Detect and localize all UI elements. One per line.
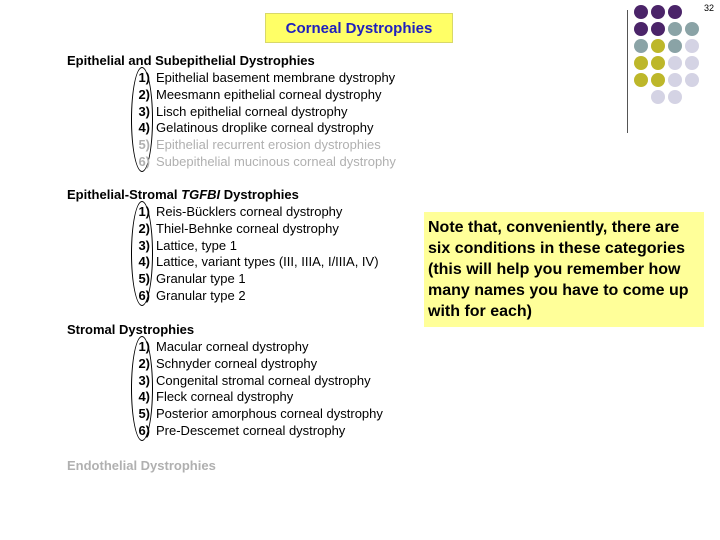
decorative-dot xyxy=(651,56,665,70)
list-item-label: Granular type 1 xyxy=(156,271,246,287)
list-item-label: Meesmann epithelial corneal dystrophy xyxy=(156,86,382,102)
list-item xyxy=(130,69,395,86)
decorative-dot xyxy=(668,39,682,53)
decorative-dot xyxy=(668,56,682,70)
list-item-number: 1) xyxy=(138,70,150,85)
section-title-pre: Epithelial-Stromal xyxy=(67,187,182,202)
list-item-number: 5) xyxy=(138,271,150,287)
list-item-label: Fleck corneal dystrophy xyxy=(156,389,294,405)
list-item xyxy=(130,136,381,153)
list-item xyxy=(130,270,246,287)
list-item-label: Reis-Bücklers corneal dystrophy xyxy=(156,204,343,219)
decorative-dot xyxy=(685,22,699,36)
decorative-dot xyxy=(668,5,682,19)
list-item-number: 3) xyxy=(138,372,150,388)
section-title-post: Dystrophies xyxy=(220,187,299,202)
list-item-number: 1) xyxy=(138,339,150,354)
list-item-label: Congenital stromal corneal dystrophy xyxy=(156,372,371,388)
section-title-stromal: Stromal Dystrophies xyxy=(67,322,195,337)
decorative-dot xyxy=(651,39,665,53)
list-item-number: 6) xyxy=(138,154,150,169)
list-item xyxy=(130,355,317,372)
list-item xyxy=(130,405,383,422)
list-item-number: 4) xyxy=(138,389,150,405)
list-item-number: 4) xyxy=(138,254,150,270)
list-item-label: Schnyder corneal dystrophy xyxy=(156,355,318,371)
list-item-number: 2) xyxy=(138,220,150,236)
divider-line xyxy=(627,10,628,133)
list-item-number: 2) xyxy=(138,86,150,102)
list-item xyxy=(130,220,339,237)
note-text: Note that, conveniently, there are six conditions in these categories (this will help you remember how many names you have to come up with for each) xyxy=(428,219,689,320)
decorative-dot xyxy=(685,39,699,53)
decorative-dot xyxy=(685,73,699,87)
decorative-dot xyxy=(668,22,682,36)
list-item xyxy=(130,422,345,439)
list-item xyxy=(130,253,379,270)
list-item-label: Lattice, variant types (III, IIIA, I/IIIA, IV) xyxy=(156,254,379,270)
list-item-label: Lisch epithelial corneal dystrophy xyxy=(156,103,348,119)
page-title-text: Corneal Dystrophies xyxy=(285,19,433,37)
page-title xyxy=(265,13,453,43)
list-item xyxy=(130,119,374,136)
section-title-epithelial: Epithelial and Subepithelial Dystrophies xyxy=(67,53,315,68)
list-item-number: 3) xyxy=(138,237,150,253)
decorative-dot xyxy=(634,22,648,36)
list-item-number: 5) xyxy=(138,137,150,153)
decorative-dot xyxy=(634,73,648,87)
decorative-dot xyxy=(651,90,665,104)
list-item xyxy=(130,287,246,304)
decorative-dot xyxy=(651,5,665,19)
list-item xyxy=(130,338,308,355)
list-item xyxy=(130,372,371,389)
list-item-label: Granular type 2 xyxy=(156,288,246,303)
decorative-dot xyxy=(634,5,648,19)
list-item-number: 2) xyxy=(138,355,150,371)
list-item xyxy=(130,153,396,170)
decorative-dot xyxy=(651,73,665,87)
list-item-label: Macular corneal dystrophy xyxy=(156,339,309,354)
list-item-label: Subepithelial mucinous corneal dystrophy xyxy=(156,154,396,169)
list-item-number: 3) xyxy=(138,103,150,119)
decorative-dot xyxy=(634,39,648,53)
list-item-label: Pre-Descemet corneal dystrophy xyxy=(156,423,346,438)
list-item xyxy=(130,388,293,405)
decorative-dot xyxy=(651,22,665,36)
note-box xyxy=(424,212,704,327)
list-item-label: Epithelial basement membrane dystrophy xyxy=(156,70,396,85)
list-item-number: 5) xyxy=(138,406,150,422)
list-item xyxy=(130,237,237,254)
list-item-number: 6) xyxy=(138,288,150,303)
section-title-endothelial: Endothelial Dystrophies xyxy=(67,458,216,473)
decorative-dot xyxy=(634,56,648,70)
slide-number: 32 xyxy=(703,3,714,13)
decorative-dot xyxy=(668,90,682,104)
list-item-label: Thiel-Behnke corneal dystrophy xyxy=(156,220,339,236)
list-item xyxy=(130,203,342,220)
list-item xyxy=(130,86,381,103)
list-item-number: 4) xyxy=(138,120,150,136)
decorative-dot xyxy=(668,73,682,87)
section-title-epithelial-stromal xyxy=(67,187,299,202)
list-item-label: Epithelial recurrent erosion dystrophies xyxy=(156,137,381,153)
list-item-label: Posterior amorphous corneal dystrophy xyxy=(156,406,383,422)
list-item-number: 1) xyxy=(138,204,150,219)
list-item xyxy=(130,103,348,120)
decorative-dot xyxy=(685,56,699,70)
list-item-label: Gelatinous droplike corneal dystrophy xyxy=(156,120,374,136)
section-title-gene: TGFBI xyxy=(181,187,221,202)
list-item-label: Lattice, type 1 xyxy=(156,237,237,253)
list-item-number: 6) xyxy=(138,423,150,438)
